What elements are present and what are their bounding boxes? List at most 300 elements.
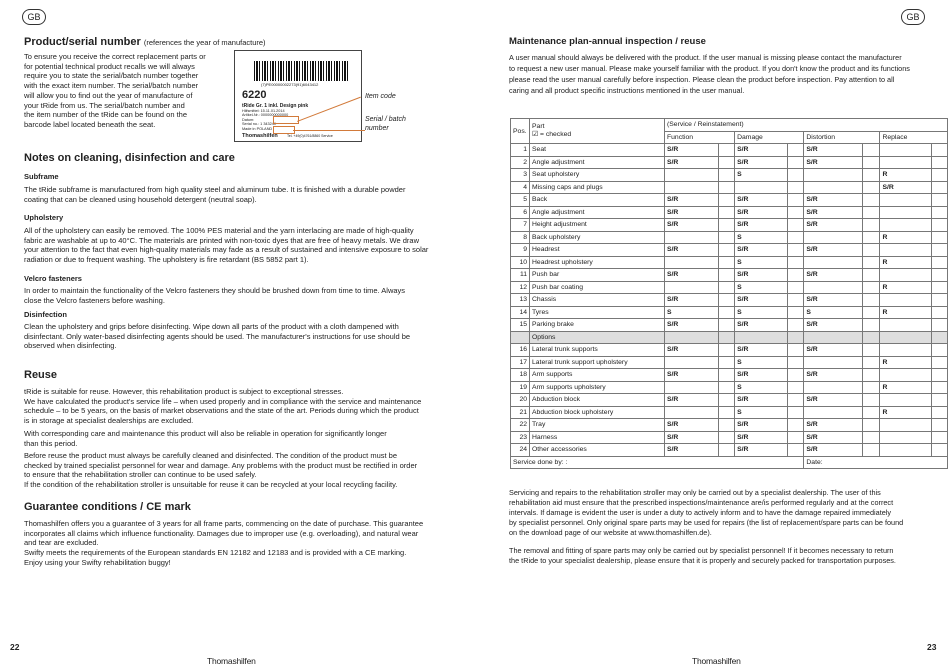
cell-checkbox	[862, 356, 880, 369]
cell-checkbox	[932, 406, 948, 419]
text-line: checked by trained specialist personnel for wear and damage. Any problems with the product must be rectified in order	[24, 460, 418, 470]
text-line: will allow you to find out the year of manufacture of	[24, 90, 193, 100]
cell-d: S	[735, 256, 788, 269]
table-row	[511, 206, 948, 219]
text-line: intervals. If damage is evident the user is under a duty to actively inform and to have the damage repaired immediately	[509, 508, 892, 517]
cell-x: S/R	[804, 269, 862, 282]
text-line: If the condition of the rehabilitation stroller is unsuitable for reuse it can be recycled at your local recycling facility.	[24, 480, 398, 490]
cell-part: Headrest	[530, 244, 665, 257]
text-line: please read the user manual carefully before inspection. Please clean the product before inspection. Pay attention to all	[509, 75, 895, 84]
text-line: your tRide from us. The serial/batch number and	[24, 100, 185, 110]
text-line: radiation or due to frequent washing. The upholstery is fire retardant (BS 5852 part 1).	[24, 255, 309, 265]
text-line: tRide is suitable for reuse. However, this rehabilitation product is subject to exceptional stresses.	[24, 387, 344, 396]
cell-r	[880, 194, 932, 207]
reuse-text	[24, 451, 440, 490]
cell-f: S/R	[665, 369, 719, 382]
cell-x	[804, 231, 862, 244]
text-line: Enjoy using your Swifty rehabilitation buggy!	[24, 557, 171, 567]
cell-checkbox	[718, 369, 734, 382]
cell-f	[665, 256, 719, 269]
cell-n: 7	[511, 219, 530, 232]
cell-x: S/R	[804, 206, 862, 219]
text-line: is in storage at specialist dealerships are excluded.	[24, 416, 194, 426]
cell-checkbox	[932, 206, 948, 219]
cell-n: 1	[511, 144, 530, 157]
cell-f	[665, 331, 719, 344]
cell-r: R	[880, 169, 932, 182]
cell-n: 18	[511, 369, 530, 382]
cell-r	[880, 431, 932, 444]
cell-f	[665, 406, 719, 419]
table-row	[511, 331, 948, 344]
cell-checkbox	[932, 394, 948, 407]
cell-checkbox	[932, 356, 948, 369]
cell-f: S/R	[665, 144, 719, 157]
cell-checkbox	[932, 381, 948, 394]
text-line: caring and all product specific instructions mentioned in the user manual.	[509, 86, 745, 95]
cell-checkbox	[788, 206, 804, 219]
cell-part: Height adjustment	[530, 219, 665, 232]
cell-checkbox	[788, 256, 804, 269]
cell-checkbox	[718, 306, 734, 319]
cell-checkbox	[862, 431, 880, 444]
cell-part: Missing caps and plugs	[530, 181, 665, 194]
cell-checkbox	[862, 256, 880, 269]
cell-checkbox	[862, 144, 880, 157]
cell-d: S/R	[735, 294, 788, 307]
cell-checkbox	[718, 144, 734, 157]
cell-f: S	[665, 306, 719, 319]
cell-checkbox	[788, 431, 804, 444]
label-item-number: 6220	[242, 89, 267, 101]
guarantee-text	[24, 519, 440, 568]
cell-part: Arm supports	[530, 369, 665, 382]
col-part	[530, 119, 665, 144]
cell-n: 6	[511, 206, 530, 219]
cell-checkbox	[788, 181, 804, 194]
brand-logo: Thomashilfen	[692, 656, 741, 666]
cell-part: Seat	[530, 144, 665, 157]
cell-f: S/R	[665, 206, 719, 219]
cell-x: S/R	[804, 344, 862, 357]
text-line: observed when disinfecting.	[24, 341, 117, 351]
cell-n: 12	[511, 281, 530, 294]
cell-part: Tray	[530, 419, 665, 432]
cell-f: S/R	[665, 419, 719, 432]
cell-checkbox	[718, 381, 734, 394]
cell-d: S/R	[735, 194, 788, 207]
product-serial-text	[24, 52, 229, 130]
annotation-serial: Serial / batch number	[365, 116, 406, 132]
cell-n: 21	[511, 406, 530, 419]
cell-part: Angle adjustment	[530, 206, 665, 219]
cell-n	[511, 331, 530, 344]
cell-r	[880, 344, 932, 357]
cell-r: S/R	[880, 181, 932, 194]
table-row	[511, 281, 948, 294]
cell-x	[804, 281, 862, 294]
cell-checkbox	[932, 156, 948, 169]
cell-checkbox	[718, 406, 734, 419]
maintenance-table	[510, 118, 948, 469]
cell-r	[880, 419, 932, 432]
cell-checkbox	[788, 381, 804, 394]
cell-checkbox	[932, 231, 948, 244]
cell-n: 5	[511, 194, 530, 207]
cell-checkbox	[718, 394, 734, 407]
cell-r	[880, 331, 932, 344]
cell-checkbox	[932, 144, 948, 157]
cell-n: 3	[511, 169, 530, 182]
text-line: We have calculated the product's service life – when used properly and in compliance with the service and maintenance	[24, 396, 422, 406]
cell-checkbox	[932, 431, 948, 444]
cell-checkbox	[932, 319, 948, 332]
text-line: for potential technical product recalls we will always	[24, 61, 195, 71]
cell-checkbox	[718, 419, 734, 432]
cell-checkbox	[862, 181, 880, 194]
cell-d: S/R	[735, 156, 788, 169]
guarantee-heading: Guarantee conditions / CE mark	[24, 501, 191, 513]
text-line: the item number of the tRide can be found on the	[24, 110, 188, 120]
text-line: Thomashilfen offers you a guarantee of 3 years for all frame parts, commencing on the date of purchase. This guarantee	[24, 519, 424, 528]
cell-f: S/R	[665, 194, 719, 207]
cell-checkbox	[718, 269, 734, 282]
cell-n: 22	[511, 419, 530, 432]
cell-f: S/R	[665, 269, 719, 282]
text-line: Swifty meets the requirements of the European standards EN 12182 and 12183 and is provided with a CE marking.	[24, 548, 407, 558]
cell-checkbox	[932, 244, 948, 257]
table-row	[511, 256, 948, 269]
removal-text	[509, 546, 939, 566]
cell-checkbox	[718, 319, 734, 332]
cell-n: 10	[511, 256, 530, 269]
cell-checkbox	[718, 206, 734, 219]
cell-checkbox	[718, 244, 734, 257]
cell-checkbox	[718, 231, 734, 244]
cell-checkbox	[788, 394, 804, 407]
cell-d: S/R	[735, 244, 788, 257]
cell-checkbox	[718, 194, 734, 207]
text-line: incorporates all claims which influence functionality. Damages due to improper use (e.g. overloading), and natural wear	[24, 528, 419, 538]
table-row	[511, 181, 948, 194]
table-row	[511, 319, 948, 332]
text-line: than this period.	[24, 438, 78, 448]
label-maker: Thomashilfen	[242, 133, 278, 139]
cell-part: Other accessories	[530, 444, 665, 457]
upholstery-text	[24, 226, 440, 265]
text-line: schedule – to be 5 years, on the basis of market observations and the state of the art. Periods during which the product	[24, 406, 419, 416]
table-row	[511, 394, 948, 407]
cell-part: Tyres	[530, 306, 665, 319]
cell-x	[804, 181, 862, 194]
cell-d: S	[735, 381, 788, 394]
cell-r	[880, 269, 932, 282]
text-line: The tRide subframe is manufactured from high quality steel and aluminum tube. It is finished with a durable powder	[24, 185, 406, 194]
cell-d: S/R	[735, 419, 788, 432]
col-replace: Replace	[880, 131, 948, 144]
cell-checkbox	[862, 306, 880, 319]
text-line: to ensure that the rehabilitation stroller can continue to be used safely.	[24, 470, 257, 480]
cell-f	[665, 356, 719, 369]
text-line: barcode label located beneath the seat.	[24, 119, 156, 129]
text-line: Clean the upholstery and grips before disinfecting. Wipe down all parts of the product with a cloth dampened with	[24, 322, 399, 331]
cell-checkbox	[718, 356, 734, 369]
cell-checkbox	[788, 169, 804, 182]
cell-n: 4	[511, 181, 530, 194]
cell-f: S/R	[665, 244, 719, 257]
text-line: by specialist personnel. Only original spare parts may be used for repairs (the list of replacement/spare parts can be found	[509, 518, 904, 527]
cell-checkbox	[862, 281, 880, 294]
cell-x	[804, 169, 862, 182]
cell-checkbox	[862, 294, 880, 307]
cell-part: Angle adjustment	[530, 156, 665, 169]
cell-checkbox	[932, 419, 948, 432]
cell-checkbox	[718, 344, 734, 357]
cell-n: 8	[511, 231, 530, 244]
cell-r: R	[880, 281, 932, 294]
cell-checkbox	[788, 156, 804, 169]
cell-checkbox	[862, 319, 880, 332]
table-row	[511, 219, 948, 232]
cell-x: S/R	[804, 444, 862, 457]
cell-r	[880, 219, 932, 232]
table-row	[511, 294, 948, 307]
col-part-label: Part	[532, 123, 545, 130]
cell-checkbox	[788, 306, 804, 319]
cell-checkbox	[862, 419, 880, 432]
cell-r	[880, 156, 932, 169]
cell-n: 13	[511, 294, 530, 307]
text-line: A user manual should always be delivered with the product. If the user manual is missing please contact the manufacturer	[509, 53, 902, 62]
velcro-text	[24, 286, 440, 305]
cell-n: 14	[511, 306, 530, 319]
cell-n: 17	[511, 356, 530, 369]
cell-checkbox	[932, 269, 948, 282]
text-line: disinfectant. Only water-based disinfecting agents should be used. The manufacturer's instructions for use should be	[24, 331, 411, 341]
cell-d	[735, 331, 788, 344]
cell-f: S/R	[665, 294, 719, 307]
text-line: In order to maintain the functionality of the Velcro fasteners they should be brushed down from time to time. Always	[24, 286, 406, 295]
cell-x: S/R	[804, 294, 862, 307]
text-line: fabric are washable at up to 40°C. The materials are printed with non-toxic dyes that are free of heavy metals. We draw	[24, 235, 420, 245]
brand-logo: Thomashilfen	[207, 656, 256, 666]
text-line: to request a new user manual. Please make yourself familiar with the product. If you don't know the product and its functions	[509, 64, 910, 73]
label-maker-contact: Tel. +49(0)4761/8860 Service	[287, 134, 333, 138]
cell-checkbox	[862, 444, 880, 457]
table-row	[511, 194, 948, 207]
cell-checkbox	[718, 256, 734, 269]
intro-text	[509, 52, 939, 96]
cell-x	[804, 381, 862, 394]
table-row	[511, 169, 948, 182]
annotation-item-code: Item code	[365, 93, 396, 100]
cell-checkbox	[862, 369, 880, 382]
cell-r	[880, 144, 932, 157]
cell-checkbox	[788, 369, 804, 382]
cell-part: Seat upholstery	[530, 169, 665, 182]
cell-part: Headrest upholstery	[530, 256, 665, 269]
cell-checkbox	[788, 231, 804, 244]
cell-checkbox	[788, 356, 804, 369]
cell-part: Lateral trunk support upholstery	[530, 356, 665, 369]
label-product-name: tRide Gr. 1 inkl. Design pink	[242, 103, 309, 109]
col-pos: Pos.	[511, 119, 530, 144]
cell-d: S	[735, 406, 788, 419]
col-damage: Damage	[735, 131, 804, 144]
cell-checkbox	[932, 256, 948, 269]
cell-x	[804, 406, 862, 419]
cell-checkbox	[862, 394, 880, 407]
cell-d: S/R	[735, 369, 788, 382]
cell-checkbox	[788, 319, 804, 332]
cell-f: S/R	[665, 444, 719, 457]
cell-checkbox	[788, 331, 804, 344]
cell-d: S	[735, 231, 788, 244]
cell-checkbox	[718, 219, 734, 232]
text-line: the tRide to your specialist dealership, please ensure that it is properly and securely packed for transportation purposes.	[509, 556, 896, 565]
upholstery-heading: Upholstery	[24, 213, 64, 222]
cell-checkbox	[862, 219, 880, 232]
cell-checkbox	[718, 294, 734, 307]
cell-checkbox	[932, 294, 948, 307]
leader-line	[293, 130, 365, 131]
cell-x: S	[804, 306, 862, 319]
right-page	[475, 0, 950, 667]
disinfection-heading: Disinfection	[24, 310, 67, 319]
velcro-heading: Velcro fasteners	[24, 274, 82, 283]
cell-x: S/R	[804, 156, 862, 169]
cell-r	[880, 369, 932, 382]
cell-checkbox	[862, 156, 880, 169]
cell-checkbox	[788, 444, 804, 457]
cell-x: S/R	[804, 394, 862, 407]
product-serial-heading: Product/serial number (references the year of manufacture)	[24, 36, 266, 48]
cell-part: Abduction block upholstery	[530, 406, 665, 419]
cell-d: S/R	[735, 394, 788, 407]
cell-checkbox	[862, 194, 880, 207]
cell-checkbox	[932, 344, 948, 357]
cell-checkbox	[932, 169, 948, 182]
cell-part: Parking brake	[530, 319, 665, 332]
text-line: require you to state the serial/batch number together	[24, 71, 199, 81]
cell-checkbox	[718, 444, 734, 457]
cell-r	[880, 444, 932, 457]
cell-checkbox	[788, 244, 804, 257]
text-line: The removal and fitting of spare parts may only be carried out by specialist personnel! If it becomes necessary to return	[509, 546, 894, 555]
cell-n: 9	[511, 244, 530, 257]
language-badge: GB	[22, 9, 46, 25]
barcode-number: (7)PE00000002273(91)6043412	[261, 82, 319, 87]
cell-checkbox	[788, 144, 804, 157]
cell-d: S	[735, 169, 788, 182]
service-date: Date:	[804, 456, 948, 469]
barcode-icon	[254, 61, 348, 81]
cell-checkbox	[862, 231, 880, 244]
cell-checkbox	[932, 369, 948, 382]
cell-checkbox	[718, 431, 734, 444]
subframe-text	[24, 185, 440, 204]
cell-x	[804, 256, 862, 269]
cell-r: R	[880, 356, 932, 369]
table-row	[511, 406, 948, 419]
cell-f: S/R	[665, 156, 719, 169]
cell-f: S/R	[665, 394, 719, 407]
serial-highlight	[273, 126, 295, 134]
table-row	[511, 431, 948, 444]
cell-d: S/R	[735, 444, 788, 457]
cell-checkbox	[932, 281, 948, 294]
text-line: All of the upholstery can easily be removed. The 100% PES material and the yarn interlacing are made of high-quality	[24, 226, 414, 235]
table-row	[511, 306, 948, 319]
cell-checkbox	[862, 244, 880, 257]
label-row: Hilfsmittel: 15.11.01.2014	[242, 109, 285, 113]
cell-part: Back upholstery	[530, 231, 665, 244]
cell-x	[804, 331, 862, 344]
text-line: and tear are excluded.	[24, 538, 99, 548]
cell-checkbox	[932, 194, 948, 207]
cell-x: S/R	[804, 144, 862, 157]
text-line: coating that can be cleaned using household detergent (neutral soap).	[24, 194, 257, 204]
cell-r	[880, 206, 932, 219]
cell-f	[665, 281, 719, 294]
page-number: 23	[927, 642, 937, 652]
cell-d	[735, 181, 788, 194]
text-line: close the Velcro fasteners before washing.	[24, 295, 165, 305]
cell-checkbox	[862, 169, 880, 182]
cell-part: Arm supports upholstery	[530, 381, 665, 394]
cell-f: S/R	[665, 344, 719, 357]
col-checked-label: ☑ = checked	[532, 131, 572, 138]
cell-checkbox	[932, 181, 948, 194]
cell-checkbox	[862, 206, 880, 219]
cell-checkbox	[718, 331, 734, 344]
text-line: Servicing and repairs to the rehabilitation stroller may only be carried out by a specialist dealership. The user of this	[509, 488, 881, 497]
cell-r: R	[880, 231, 932, 244]
cell-checkbox	[788, 269, 804, 282]
page-number: 22	[10, 642, 20, 652]
reuse-text	[24, 429, 440, 448]
cell-checkbox	[718, 281, 734, 294]
cell-d: S	[735, 306, 788, 319]
cell-checkbox	[862, 269, 880, 282]
language-badge: GB	[901, 9, 925, 25]
cell-n: 20	[511, 394, 530, 407]
cell-f: S/R	[665, 431, 719, 444]
cell-x: S/R	[804, 194, 862, 207]
cell-r: R	[880, 256, 932, 269]
cell-part: Harness	[530, 431, 665, 444]
cell-checkbox	[932, 306, 948, 319]
text-line: with the exact item number. The serial/batch number	[24, 81, 199, 91]
cell-f: S/R	[665, 319, 719, 332]
text-line: your attention to the fact that even high-quality materials may fade as a result of sustained and intensive exposure to solar	[24, 245, 429, 255]
table-row	[511, 344, 948, 357]
cleaning-heading: Notes on cleaning, disinfection and care	[24, 152, 235, 164]
text-line: With corresponding care and maintenance this product will also be reliable in operation for significantly longer	[24, 429, 387, 438]
cell-n: 24	[511, 444, 530, 457]
cell-x: S/R	[804, 319, 862, 332]
col-group: (Service / Reinstatement)	[665, 119, 948, 132]
text-line: Before reuse the product must always be carefully cleaned and disinfected. The condition of the product must be	[24, 451, 397, 460]
cell-r	[880, 319, 932, 332]
cell-checkbox	[788, 194, 804, 207]
item-code-highlight	[273, 116, 299, 124]
cell-n: 15	[511, 319, 530, 332]
cell-r	[880, 294, 932, 307]
reuse-heading: Reuse	[24, 369, 58, 381]
cell-checkbox	[788, 419, 804, 432]
table-row	[511, 369, 948, 382]
